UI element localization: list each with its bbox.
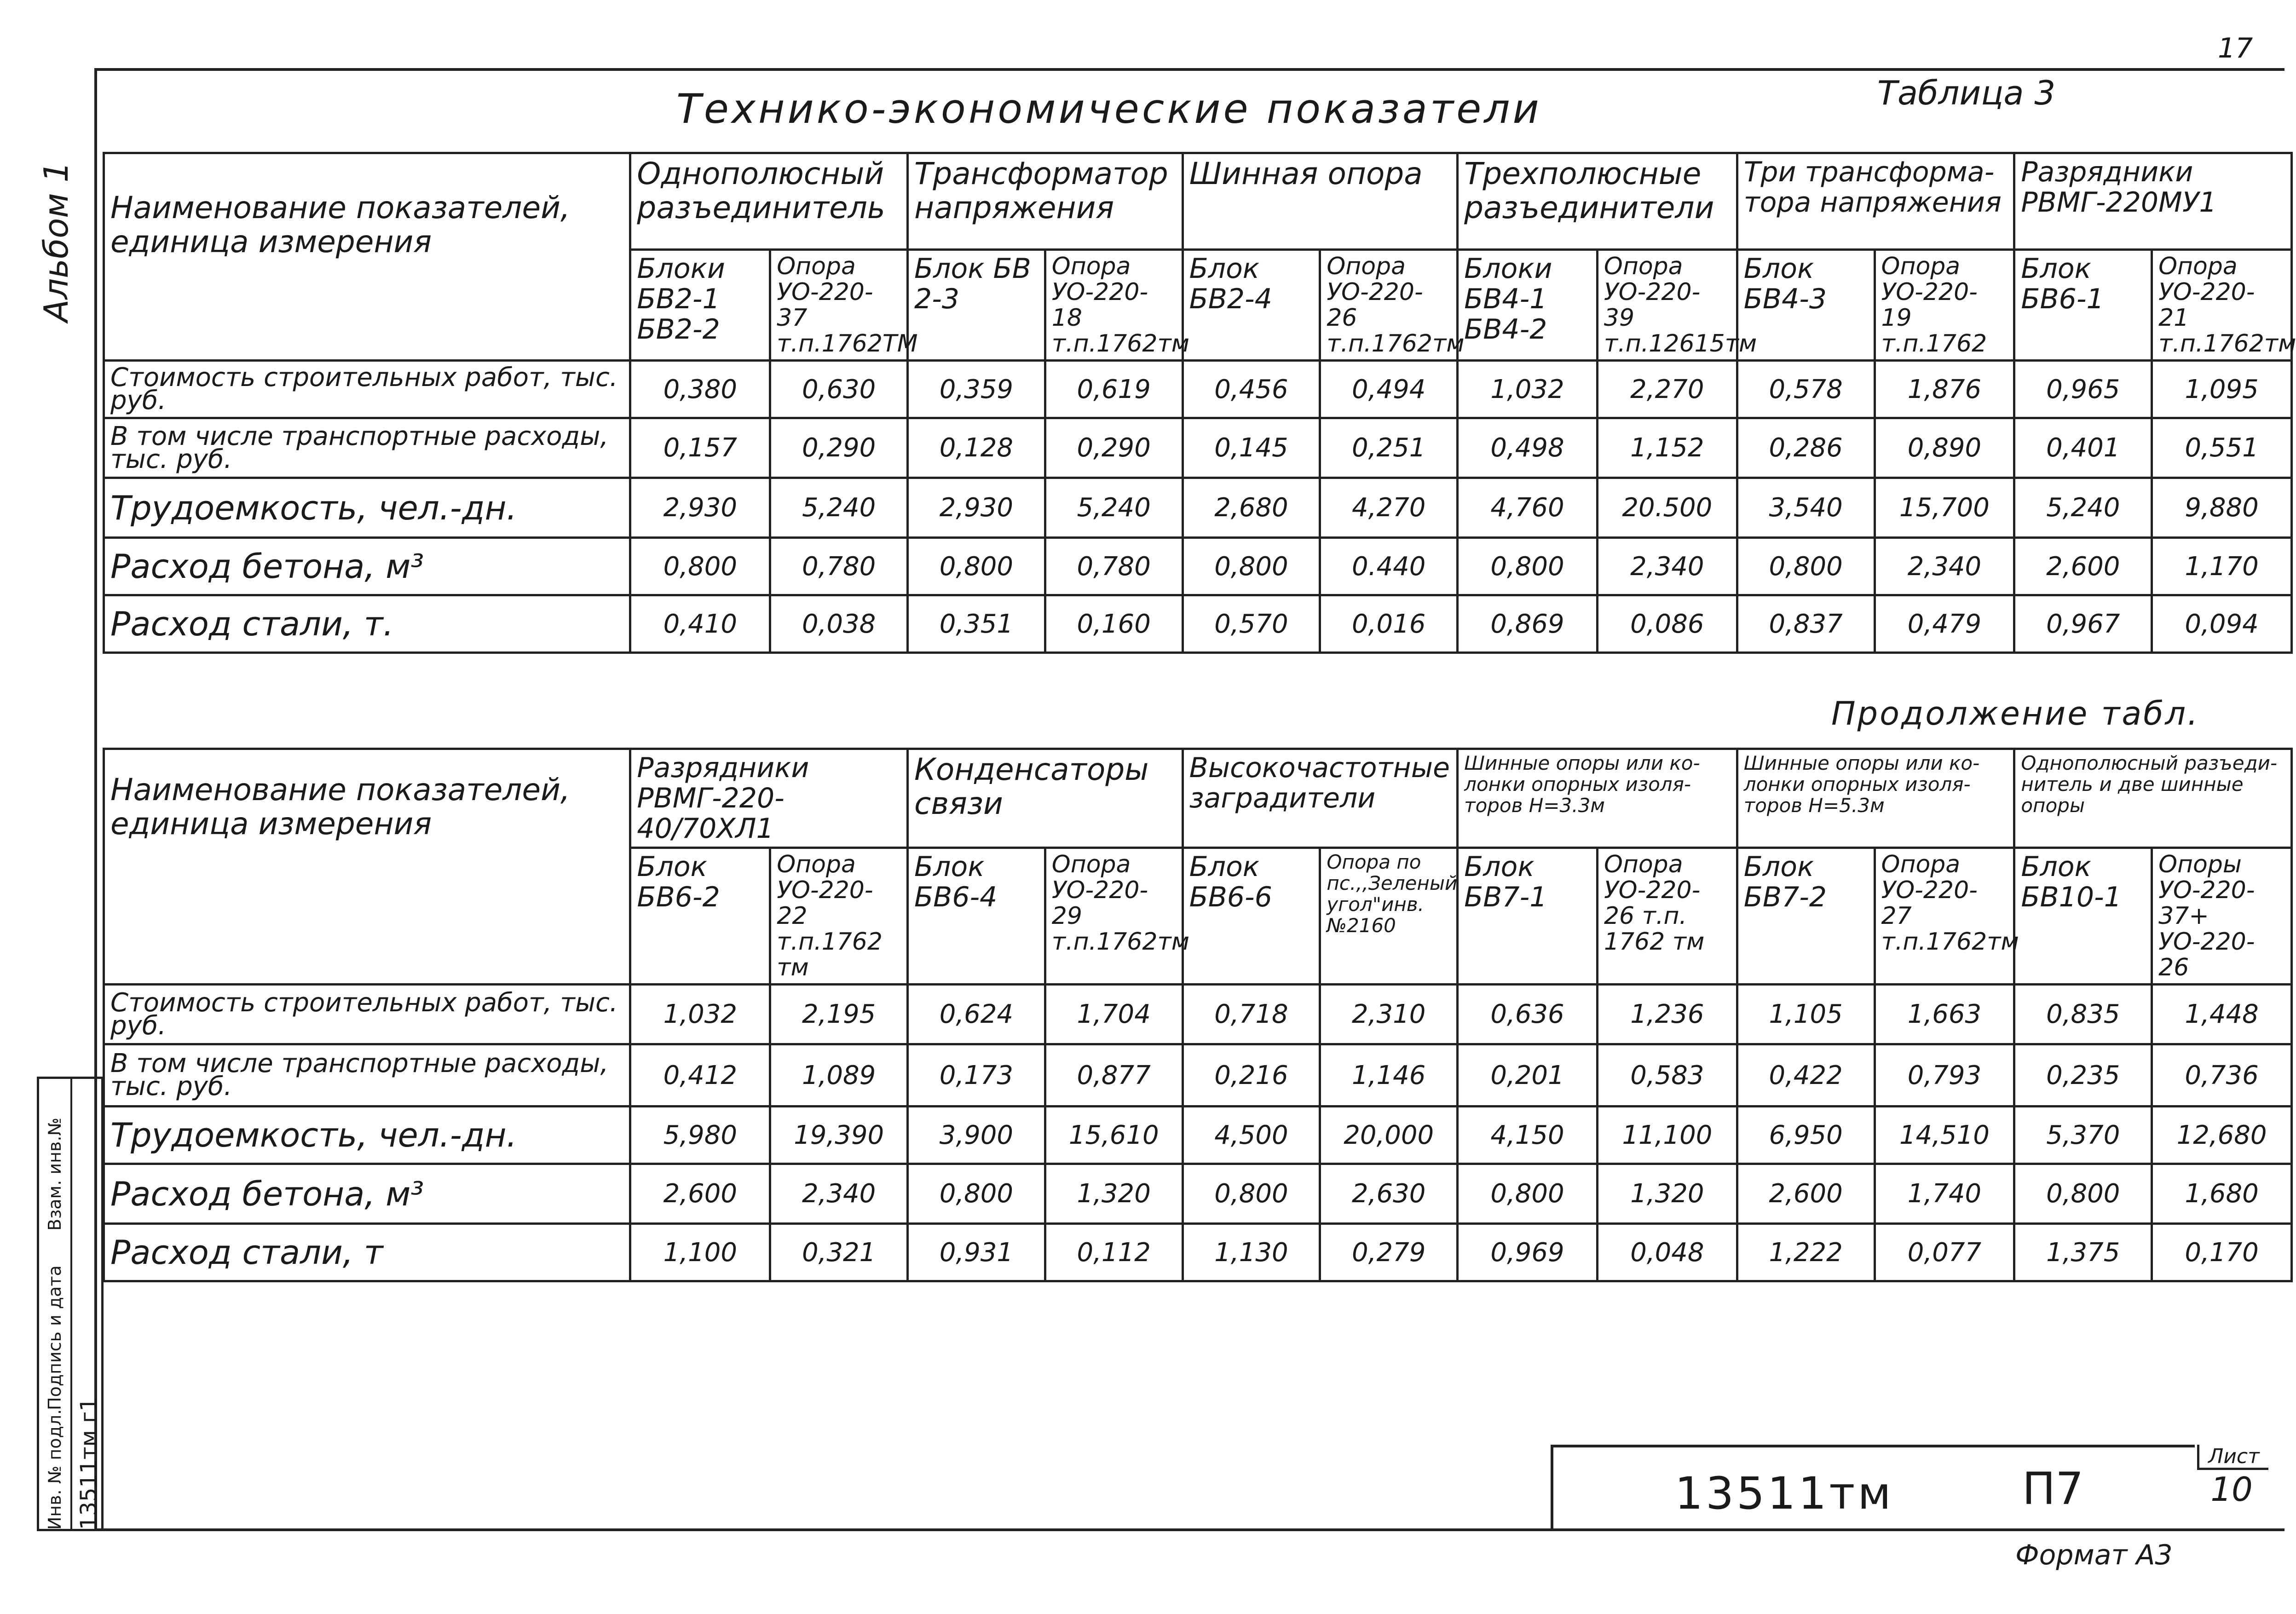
cell: 0,321: [770, 1224, 908, 1281]
cell: 1,222: [1737, 1224, 1875, 1281]
table-row: [104, 361, 2292, 418]
t1-group: Трехполюсные разъединители: [1458, 153, 1737, 250]
table-number: Таблица 3: [1877, 74, 2056, 112]
table-row: [104, 985, 2292, 1044]
cell: 5,240: [770, 478, 908, 538]
t1-sub: Блоки БВ4-1 БВ4-2: [1458, 250, 1598, 361]
table-row: [104, 1044, 2292, 1107]
cell: 0,551: [2152, 418, 2292, 478]
cell: 0,286: [1737, 418, 1875, 478]
t1-sub: Опора УО-220-26 т.п.1762тм: [1320, 250, 1458, 361]
t2-sub: Блок БВ6-6: [1183, 848, 1320, 985]
t1-sub: Блок БВ4-3: [1737, 250, 1875, 361]
format-label: Формат А3: [2015, 1539, 2173, 1571]
cell: 5,240: [2014, 478, 2152, 538]
cell: 2,310: [1320, 985, 1458, 1044]
cell: 0,160: [1045, 595, 1183, 653]
cell: 0,624: [908, 985, 1045, 1044]
cell: 0,410: [630, 595, 770, 653]
cell: 0,800: [1183, 538, 1320, 595]
cell: 1,170: [2152, 538, 2292, 595]
t1-sub: Блок БВ2-4: [1183, 250, 1320, 361]
cell: 2,340: [770, 1164, 908, 1224]
cell: 19,390: [770, 1107, 908, 1164]
cell: 1,375: [2014, 1224, 2152, 1281]
cell: 4,270: [1320, 478, 1458, 538]
table-1: [103, 152, 2296, 654]
cell: 0,351: [908, 595, 1045, 653]
t1-sub: Опора УО-220-21 т.п.1762тм: [2152, 250, 2292, 361]
table-row: [104, 478, 2292, 538]
row-label: Расход бетона, м³: [104, 538, 630, 595]
cell: 0,145: [1183, 418, 1320, 478]
cell: 1,152: [1597, 418, 1737, 478]
cell: 1,740: [1875, 1164, 2014, 1224]
cell: 4,500: [1183, 1107, 1320, 1164]
cell: 0,800: [1458, 538, 1598, 595]
cell: 1,320: [1045, 1164, 1183, 1224]
t2-group: Высокочастотные заградители: [1183, 749, 1458, 848]
cell: 2,270: [1597, 361, 1737, 418]
cell: 5,980: [630, 1107, 770, 1164]
cell: 2,600: [630, 1164, 770, 1224]
cell: 5,370: [2014, 1107, 2152, 1164]
album-label: Альбом 1: [37, 161, 75, 322]
cell: 0,736: [2152, 1044, 2292, 1107]
cell: 2,930: [908, 478, 1045, 538]
cell: 0,967: [2014, 595, 2152, 653]
cell: 0,380: [630, 361, 770, 418]
t1-name-header: Наименование показателей, единица измерения: [104, 153, 630, 361]
cell: 14,510: [1875, 1107, 2014, 1164]
cell: 15,610: [1045, 1107, 1183, 1164]
cell: 0,800: [1737, 538, 1875, 595]
t2-group: Шинные опоры или ко-лонки опорных изоля-торов Н=5.3м: [1737, 749, 2014, 848]
t2-sub: Опора УО-220-29 т.п.1762тм: [1045, 848, 1183, 985]
cell: 6,950: [1737, 1107, 1875, 1164]
table-row: [104, 1224, 2292, 1281]
cell: 11,100: [1597, 1107, 1737, 1164]
cell: 1,320: [1597, 1164, 1737, 1224]
cell: 0,038: [770, 595, 908, 653]
table-row: [104, 1164, 2292, 1224]
cell: 0,780: [1045, 538, 1183, 595]
t2-sub: Блок БВ6-2: [630, 848, 770, 985]
cell: 0,800: [2014, 1164, 2152, 1224]
strip-repl-label: Взам. инв.№: [45, 1118, 65, 1231]
cell: 0,837: [1737, 595, 1875, 653]
cell: 0,718: [1183, 985, 1320, 1044]
cell: 1,876: [1875, 361, 2014, 418]
t2-sub: Блок БВ6-4: [908, 848, 1045, 985]
cell: 1,448: [2152, 985, 2292, 1044]
row-label: Трудоемкость, чел.-дн.: [104, 478, 630, 538]
cell: 0,877: [1045, 1044, 1183, 1107]
t2-sub: Опора по пс.,,Зеленый угол"инв.№2160: [1320, 848, 1458, 985]
cell: 12,680: [2152, 1107, 2292, 1164]
cell: 1,680: [2152, 1164, 2292, 1224]
cell: 0,800: [1183, 1164, 1320, 1224]
cell: 0,479: [1875, 595, 2014, 653]
t1-sub: Опора УО-220-19 т.п.1762: [1875, 250, 2014, 361]
row-label: В том числе транспортные расходы, тыс. руб.: [104, 1044, 630, 1107]
cell: 2,600: [1737, 1164, 1875, 1224]
t1-sub: Блок БВ6-1: [2014, 250, 2152, 361]
cell: 0,128: [908, 418, 1045, 478]
table-row: [104, 538, 2292, 595]
t1-group: Разрядники РВМГ-220МУ1: [2014, 153, 2292, 250]
t1-group: Трансформатор напряжения: [908, 153, 1183, 250]
t2-sub: Блок БВ10-1: [2014, 848, 2152, 985]
cell: 1,089: [770, 1044, 908, 1107]
cell: 0,570: [1183, 595, 1320, 653]
t1-sub: Блоки БВ2-1 БВ2-2: [630, 250, 770, 361]
cell: 0,583: [1597, 1044, 1737, 1107]
cell: 0,630: [770, 361, 908, 418]
row-label: Стоимость строительных работ, тыс. руб.: [104, 361, 630, 418]
row-label: В том числе транспортные расходы, тыс. руб.: [104, 418, 630, 478]
cell: 1,704: [1045, 985, 1183, 1044]
cell: 2,930: [630, 478, 770, 538]
cell: 0,619: [1045, 361, 1183, 418]
cell: 0,086: [1597, 595, 1737, 653]
cell: 0,800: [908, 1164, 1045, 1224]
cell: 20.500: [1597, 478, 1737, 538]
cell: 0,048: [1597, 1224, 1737, 1281]
t2-sub: Опора УО-220-22 т.п.1762 тм: [770, 848, 908, 985]
cell: 0,793: [1875, 1044, 2014, 1107]
cell: 0,170: [2152, 1224, 2292, 1281]
cell: 0,251: [1320, 418, 1458, 478]
cell: 0,931: [908, 1224, 1045, 1281]
strip-sign-label: Подпись и дата: [45, 1265, 65, 1410]
cell: 0,969: [1458, 1224, 1598, 1281]
cell: 4,150: [1458, 1107, 1598, 1164]
cell: 0,216: [1183, 1044, 1320, 1107]
row-label: Стоимость строительных работ, тыс. руб.: [104, 985, 630, 1044]
cell: 0,235: [2014, 1044, 2152, 1107]
cell: 3,540: [1737, 478, 1875, 538]
cell: 15,700: [1875, 478, 2014, 538]
cell: 0,869: [1458, 595, 1598, 653]
cell: 0,201: [1458, 1044, 1598, 1107]
t1-sub: Опора УО-220-18 т.п.1762тм: [1045, 250, 1183, 361]
cell: 1,236: [1597, 985, 1737, 1044]
sheet-code: П7: [2022, 1463, 2084, 1515]
row-label: Расход стали, т.: [104, 595, 630, 653]
cell: 4,760: [1458, 478, 1598, 538]
cell: 2,340: [1597, 538, 1737, 595]
cell: 1,100: [630, 1224, 770, 1281]
t2-sub: Опора УО-220-27 т.п.1762тм: [1875, 848, 2014, 985]
cell: 0,112: [1045, 1224, 1183, 1281]
t1-group: Три трансформа-тора напряжения: [1737, 153, 2014, 250]
t1-sub: Блок БВ 2-3: [908, 250, 1045, 361]
t2-sub: Блок БВ7-2: [1737, 848, 1875, 985]
cell: 0,016: [1320, 595, 1458, 653]
row-label: Расход стали, т: [104, 1224, 630, 1281]
cell: 0,636: [1458, 985, 1598, 1044]
t1-sub: Опора УО-220-39 т.п.12615тм: [1597, 250, 1737, 361]
cell: 0,780: [770, 538, 908, 595]
cell: 2,600: [2014, 538, 2152, 595]
strip-inv-value: 13511тм г1: [76, 1397, 102, 1530]
corner-mark: 17: [2218, 32, 2253, 64]
cell: 1,095: [2152, 361, 2292, 418]
cell: 2,340: [1875, 538, 2014, 595]
cell: 1,146: [1320, 1044, 1458, 1107]
cell: 2,630: [1320, 1164, 1458, 1224]
cell: 0,800: [908, 538, 1045, 595]
cell: 3,900: [908, 1107, 1045, 1164]
cell: 1,105: [1737, 985, 1875, 1044]
cell: 1,130: [1183, 1224, 1320, 1281]
cell: 0,173: [908, 1044, 1045, 1107]
cell: 2,195: [770, 985, 908, 1044]
cell: 0,094: [2152, 595, 2292, 653]
t2-group: Конденсаторы связи: [908, 749, 1183, 848]
row-label: Трудоемкость, чел.-дн.: [104, 1107, 630, 1164]
cell: 9,880: [2152, 478, 2292, 538]
cell: 0,965: [2014, 361, 2152, 418]
t2-sub: Опоры УО-220-37+ УО-220-26: [2152, 848, 2292, 985]
cell: 0,456: [1183, 361, 1320, 418]
cell: 0,157: [630, 418, 770, 478]
t2-name-header: Наименование показателей, единица измерения: [104, 749, 630, 985]
cell: 0,835: [2014, 985, 2152, 1044]
cell: 0.440: [1320, 538, 1458, 595]
cell: 0,422: [1737, 1044, 1875, 1107]
page-title: Технико-экономические показатели: [676, 85, 1542, 133]
strip-divider: [70, 1079, 72, 1529]
cell: 0,890: [1875, 418, 2014, 478]
cell: 0,401: [2014, 418, 2152, 478]
cell: 0,290: [1045, 418, 1183, 478]
cell: 0,279: [1320, 1224, 1458, 1281]
cell: 0,077: [1875, 1224, 2014, 1281]
t1-group: Шинная опора: [1183, 153, 1458, 250]
t2-group: Шинные опоры или ко-лонки опорных изоля-торов Н=3.3м: [1458, 749, 1737, 848]
t2-group: Разрядники РВМГ-220-40/70ХЛ1: [630, 749, 908, 848]
table-row: [104, 595, 2292, 653]
cell: 0,498: [1458, 418, 1598, 478]
t1-group: Однополюсный разъединитель: [630, 153, 908, 250]
t2-sub: Блок БВ7-1: [1458, 848, 1598, 985]
cell: 0,578: [1737, 361, 1875, 418]
inventory-strip: [37, 1077, 104, 1531]
table-2: [103, 748, 2293, 1282]
cell: 0,412: [630, 1044, 770, 1107]
strip-inv-label: Инв. № подл.: [45, 1409, 65, 1530]
cell: 0,800: [1458, 1164, 1598, 1224]
cell: 20,000: [1320, 1107, 1458, 1164]
cell: 1,032: [630, 985, 770, 1044]
cell: 0,800: [630, 538, 770, 595]
row-label: Расход бетона, м³: [104, 1164, 630, 1224]
document-code: 13511тм: [1675, 1468, 1894, 1519]
sheet-number: 10: [2210, 1470, 2253, 1509]
cell: 1,663: [1875, 985, 2014, 1044]
cell: 2,680: [1183, 478, 1320, 538]
t2-sub: Опора УО-220-26 т.п. 1762 тм: [1597, 848, 1737, 985]
continuation-label: Продолжение табл.: [1831, 695, 2200, 732]
table-row: [104, 418, 2292, 478]
sheet-label: Лист: [2197, 1445, 2268, 1470]
t2-group: Однополюсный разъеди-нитель и две шинные опоры: [2014, 749, 2292, 848]
cell: 5,240: [1045, 478, 1183, 538]
cell: 0,494: [1320, 361, 1458, 418]
cell: 0,290: [770, 418, 908, 478]
cell: 1,032: [1458, 361, 1598, 418]
table-row: [104, 1107, 2292, 1164]
cell: 0,359: [908, 361, 1045, 418]
t1-sub: Опора УО-220-37 т.п.1762ТМ: [770, 250, 908, 361]
